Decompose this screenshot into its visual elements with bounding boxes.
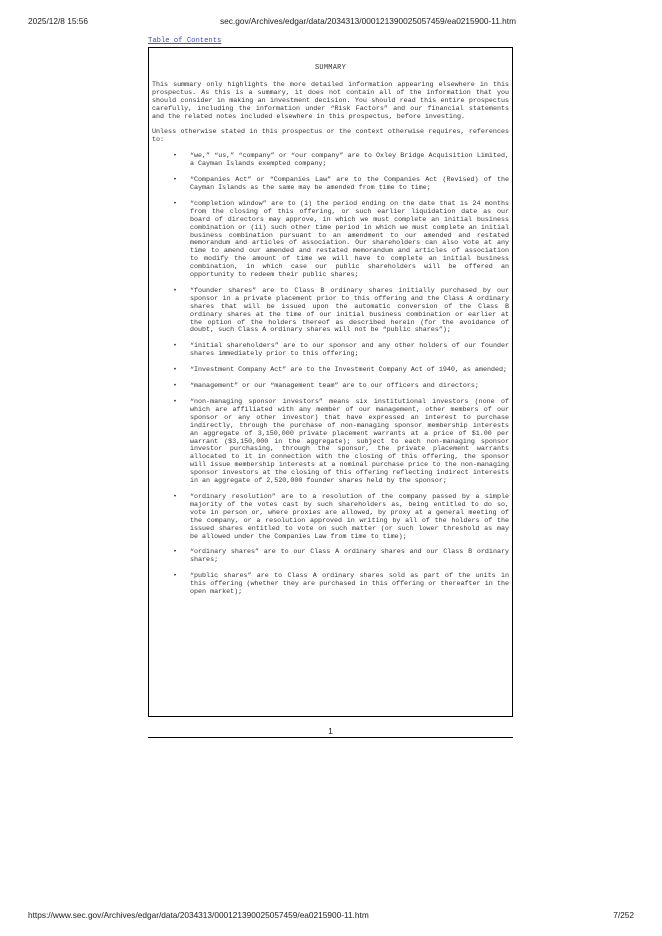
page-number: 1 — [328, 726, 333, 736]
bullet-icon: • — [173, 366, 178, 375]
print-page-indicator: 7/252 — [613, 910, 634, 920]
definition-text: “management” or our “management team” are to our officers and directors; — [190, 382, 479, 391]
definition-text: “ordinary resolution” are to a resolution of the company passed by a simple majority of the votes cast by such shareholders as, being entitled to do so, vote in person or, where proxies are allowed, by proxy at a general meeting of the company, or a resolution approved in writing by all of the holders of the issued shares entitled to vote on such matter (or such lower threshold as may be allowed under the Companies Law from time to time); — [190, 492, 509, 541]
definition-text: “completion window” are to (i) the period ending on the date that is 24 months from the closing of this offering, or such earlier liquidation date as our board of directors may approve, in which we must complete an initial business combination or (ii) such other time period in which we must complete an initial business combination pursuant to an amendment to our amended and restated memorandum and articles of association. Our shareholders can also vote at any time to amend our amended and restated memorandum and articles of association to modify the amount of time we will have to complete an initial business combination, in which case our public shareholders will be offered an opportunity to redeem their public shares; — [190, 199, 509, 280]
definition-text: “Companies Act” or “Companies Law” are to the Companies Act (Revised) of the Cayman Islands as the same may be amended from time to time; — [190, 176, 509, 192]
references-intro-paragraph: Unless otherwise stated in this prospectus or the context otherwise requires, references to: — [152, 128, 509, 145]
list-item — [152, 399, 509, 486]
definition-text: “non-managing sponsor investors” means six institutional investors (none of which are affiliated with any member of our management, other members of our sponsor or any other investor) that have expressed an interest to purchase indirectly, through the purchase of non-managing sponsor membership interests an aggregate of 3,150,000 private placement warrants at a price of $1.00 per warrant ($3,150,000 in the aggregate); subject to each non-managing sponsor investor purchasing, through the sponsor, the private placement warrants allocated to it in connection with the closing of this offering, the sponsor will issue membership interests at a nominal purchase price to the non-managing sponsor investors at the closing of this offering reflecting indirect interests in an aggregate of 2,520,000 founder shares held by the sponsor; — [190, 398, 509, 486]
definition-text: “public shares” are to Class A ordinary shares sold as part of the units in this offering (whether they are purchased in this offering or thereafter in the open market); — [190, 572, 509, 597]
bullet-icon: • — [173, 398, 178, 406]
list-item — [152, 494, 509, 541]
bullet-icon: • — [173, 176, 178, 185]
list-item — [152, 573, 509, 597]
bullet-icon: • — [173, 199, 178, 208]
list-item — [152, 549, 509, 565]
page-divider — [148, 737, 513, 738]
list-item — [152, 343, 509, 359]
bullet-icon: • — [173, 492, 178, 501]
bullet-icon: • — [173, 572, 178, 581]
list-item — [152, 288, 509, 335]
list-item — [152, 153, 509, 169]
list-item — [152, 367, 509, 375]
print-footer-url: https://www.sec.gov/Archives/edgar/data/2034313/000121390025057459/ea0215900-11.htm — [28, 910, 369, 920]
list-item — [152, 201, 509, 280]
bullet-icon: • — [173, 382, 178, 391]
definition-text: “founder shares” are to Class B ordinary shares initially purchased by our sponsor in a private placement prior to this offering and the Class A ordinary shares that will be issued upon the automatic conversion of the Class B ordinary shares at the time of our initial business combination or earlier at the option of the holders thereof as described herein (for the avoidance of doubt, such Class A ordinary shares will not be “public shares”); — [190, 286, 509, 335]
list-item — [152, 383, 509, 391]
definition-text: “ordinary shares” are to our Class A ordinary shares and our Class B ordinary shares; — [190, 548, 509, 565]
summary-section — [148, 47, 513, 717]
table-of-contents-link[interactable]: Table of Contents — [148, 37, 222, 45]
definition-text: “we,” “us,” “company” or “our company” are to Oxley Bridge Acquisition Limited, a Cayman Islands exempted company; — [190, 152, 509, 169]
bullet-icon: • — [173, 286, 178, 295]
print-datetime: 2025/12/8 15:56 — [28, 16, 88, 26]
print-header-url: sec.gov/Archives/edgar/data/2034313/000121390025057459/ea0215900-11.htm — [220, 16, 517, 26]
bullet-icon: • — [173, 152, 178, 161]
intro-paragraph: This summary only highlights the more detailed information appearing elsewhere in this prospectus. As this is a summary, it does not contain all of the information that you should consider in making an investment decision. You should read this entire prospectus carefully, including the information under “Risk Factors” and our financial statements and the related notes included elsewhere in this prospectus, before investing. — [152, 80, 509, 121]
bullet-icon: • — [173, 342, 178, 351]
list-item — [152, 177, 509, 193]
section-heading: SUMMARY — [314, 64, 347, 72]
definition-text: “initial shareholders” are to our sponsor and any other holders of our founder shares immediately prior to this offering; — [190, 342, 509, 359]
definition-text: “Investment Company Act” are to the Investment Company Act of 1940, as amended; — [190, 366, 508, 375]
bullet-icon: • — [173, 548, 178, 557]
definitions-list — [152, 153, 509, 597]
